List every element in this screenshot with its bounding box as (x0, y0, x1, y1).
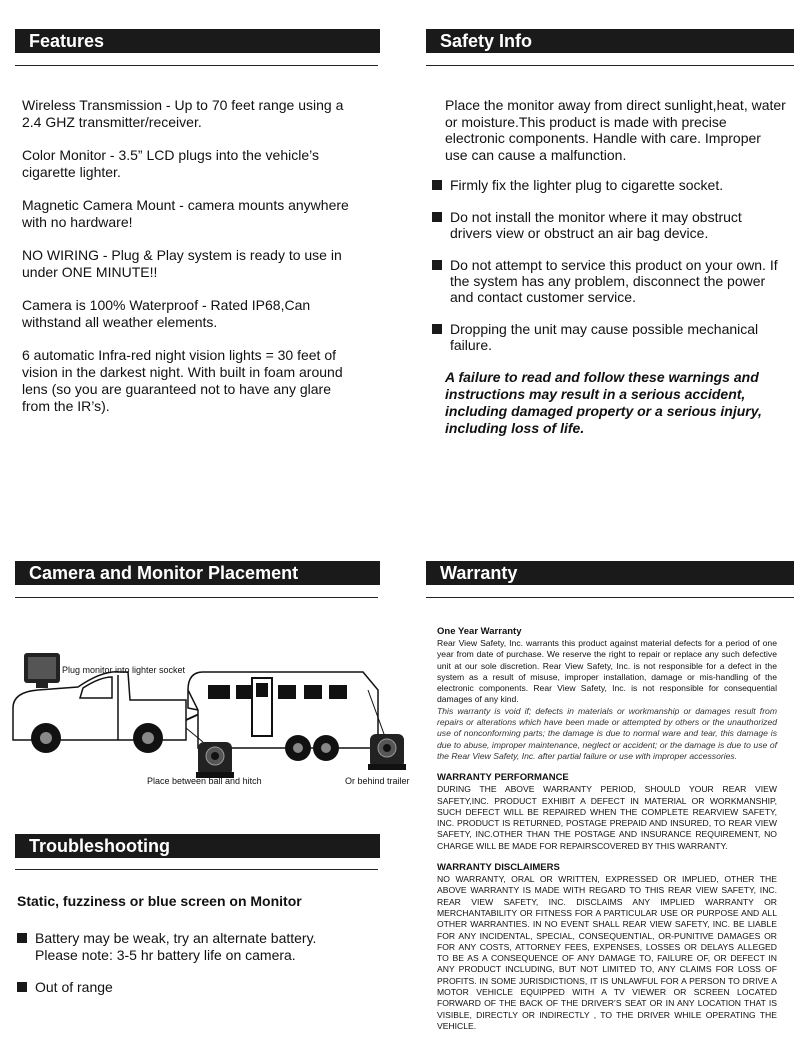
feature-monitor: Color Monitor - 3.5” LCD plugs into the vehicle’s cigarette lighter. (22, 147, 319, 180)
caption-monitor: Plug monitor into lighter socket (62, 665, 186, 675)
troubleshooting-bullet: Battery may be weak, try an alternate battery. Please note: 3-5 hr battery life on camera. (17, 930, 337, 964)
feature-waterproof: Camera is 100% Waterproof - Rated IP68,Can withstand all weather elements. (22, 297, 311, 330)
feature-no-wiring: NO WIRING - Plug & Play system is ready to use in under ONE MINUTE!! (22, 247, 342, 280)
feature-mount: Magnetic Camera Mount - camera mounts anywhere with no hardware! (22, 197, 349, 230)
safety-rule (426, 65, 794, 66)
camera-icon (368, 734, 406, 770)
safety-warning: A failure to read and follow these warnings and instructions may result in a serious accident, including damaged property or a serious injury, including loss of life. (445, 369, 762, 436)
one-year-text: Rear View Safety, Inc. warrants this product against material defects for a period of one year from date of purchase. We reserve the right to repair or replace any such defective unit at our sole discretion. Rear View Safety, Inc. is not responsible for a defect in the system as a result of misuse, improper installation, damage or mis-handling of the electronic components. Rear View Safety, Inc. is not responsible for consequential damages of any kind. (437, 638, 777, 705)
features-list (22, 97, 360, 431)
performance-heading: WARRANTY PERFORMANCE (437, 772, 569, 784)
feature-wireless: Wireless Transmission - Up to 70 feet range using a 2.4 GHZ transmitter/receiver. (22, 97, 344, 130)
troubleshooting-rule (15, 869, 378, 870)
safety-bullet: Firmly fix the lighter plug to cigarette socket. (432, 177, 786, 193)
safety-bullet: Do not attempt to service this product on your own. If the system has any problem, disconnect the power and contact customer service. (432, 257, 786, 305)
safety-header: Safety Info (426, 29, 794, 53)
warranty-rule (426, 597, 794, 598)
square-bullet-icon (432, 180, 442, 190)
void-text: This warranty is void if; defects in materials or workmanship or damages result from repairs or alterations which have been made or attempted by others or the unauthorized use of nonconforming parts; the damage is due to normal ware and tear, this damage is due to abuse, improper maintenance, neglect or accident; or the damage is due to use of the Rear View Safety, Inc. after partial failure or use with improper accessories. (437, 705, 777, 761)
safety-bullet: Do not install the monitor where it may obstruct drivers view or obstruct an air bag device. (432, 209, 786, 241)
caption-trailer: Or behind trailer (345, 776, 410, 786)
placement-header: Camera and Monitor Placement (15, 561, 380, 585)
monitor-icon (24, 653, 60, 688)
square-bullet-icon (432, 212, 442, 222)
safety-intro: Place the monitor away from direct sunlight,heat, water or moisture.This product is made with precise electronic components. Handle with care. Improper use can cause a malfunction. (445, 97, 786, 163)
square-bullet-icon (17, 933, 27, 943)
disclaimers-heading: WARRANTY DISCLAIMERS (437, 862, 560, 874)
performance-text: DURING THE ABOVE WARRANTY PERIOD, SHOULD YOUR REAR VIEW SAFETY,INC. PRODUCT EXHIBIT A DEFECT IN MATERIAL OR WORKMANSHIP, SUCH DEFECT WILL BE REPAIRED WHEN THE COMPLETE REARVIEW SAFETY, INC. PRODUCT IS RETURNED, POSTAGE PREPAID AND INSURED, TO REAR VIEW SAFETY, INC.OTHER THAN THE POSTAGE AND INSURANCE REQUIREMENT, NO CHARGE WILL BE MADE FOR REPAIRSCOVERED BY THIS WARRANTY. (437, 784, 777, 851)
feature-night-vision: 6 automatic Infra-red night vision lights = 30 feet of vision in the darkest night. With built in foam around lens (so you are guaranteed not to have any glare from the IR’s). (22, 347, 343, 414)
camera-icon (196, 742, 234, 778)
one-year-heading: One Year Warranty (437, 626, 522, 637)
troubleshooting-subtitle: Static, fuzziness or blue screen on Monitor (17, 893, 302, 909)
troubleshooting-section (17, 893, 337, 1011)
square-bullet-icon (432, 324, 442, 334)
safety-bullet: Dropping the unit may cause possible mechanical failure. (432, 321, 786, 353)
features-header: Features (15, 29, 380, 53)
warranty-header: Warranty (426, 561, 794, 585)
troubleshooting-bullet: Out of range (17, 979, 337, 995)
features-rule (15, 65, 378, 66)
square-bullet-icon (17, 982, 27, 992)
safety-section (432, 97, 786, 437)
placement-rule (15, 597, 378, 598)
warranty-body (437, 626, 777, 1032)
square-bullet-icon (432, 260, 442, 270)
troubleshooting-header: Troubleshooting (15, 834, 380, 858)
trailer-icon (188, 672, 378, 748)
disclaimers-text: NO WARRANTY, ORAL OR WRITTEN, EXPRESSED OR IMPLIED, OTHER THE ABOVE WARRANTY IS MADE WITH REGARD TO THIS REAR VIEW SAFETY, INC. REAR VIEW SAFETY, INC. DISCLAIMS ANY IMPLIED WARRANTY OR MERCHANTABILITY OR FITNESS FOR A PARTICULAR USE OR PURPOSE AND ALL OTHER WARRANTIES. IN NO EVENT SHALL REAR VIEW SAFETY, INC. BE LIABLE FOR ANY INCIDENTAL, SPECIAL, CONSEQUENTIAL, OR-PUNITIVE DAMAGES OR FOR ANY COSTS, ATTORNEY FEES, EXPENSES, LOSSES OR DELAYS ALLEGED TO BE AS A CONSEQUENCE OF ANY DAMAGE TO, FAILURE OF, OR DEFECT IN ANY PRODUCT INCLUDING, BUT NOT LIMITED TO, ANY CLAIMS FOR LOSS OF PROFITS. IN SOME JURISDICTIONS, IT IS UNLAWFUL FOR A PERSON TO DRIVE A MOTOR VEHICLE EQUIPPED WITH A TV VIEWER OR SCREEN LOCATED FORWARD OF THE BACK OF THE DRIVER’S SEAT OR IN ANY LOCATION THAT IS VISIBLE, DIRECTLY OR INDIRECTLY , TO THE DRIVER WHILE OPERATING THE VEHICLE. (437, 874, 777, 1031)
caption-hitch: Place between ball and hitch (147, 776, 262, 786)
